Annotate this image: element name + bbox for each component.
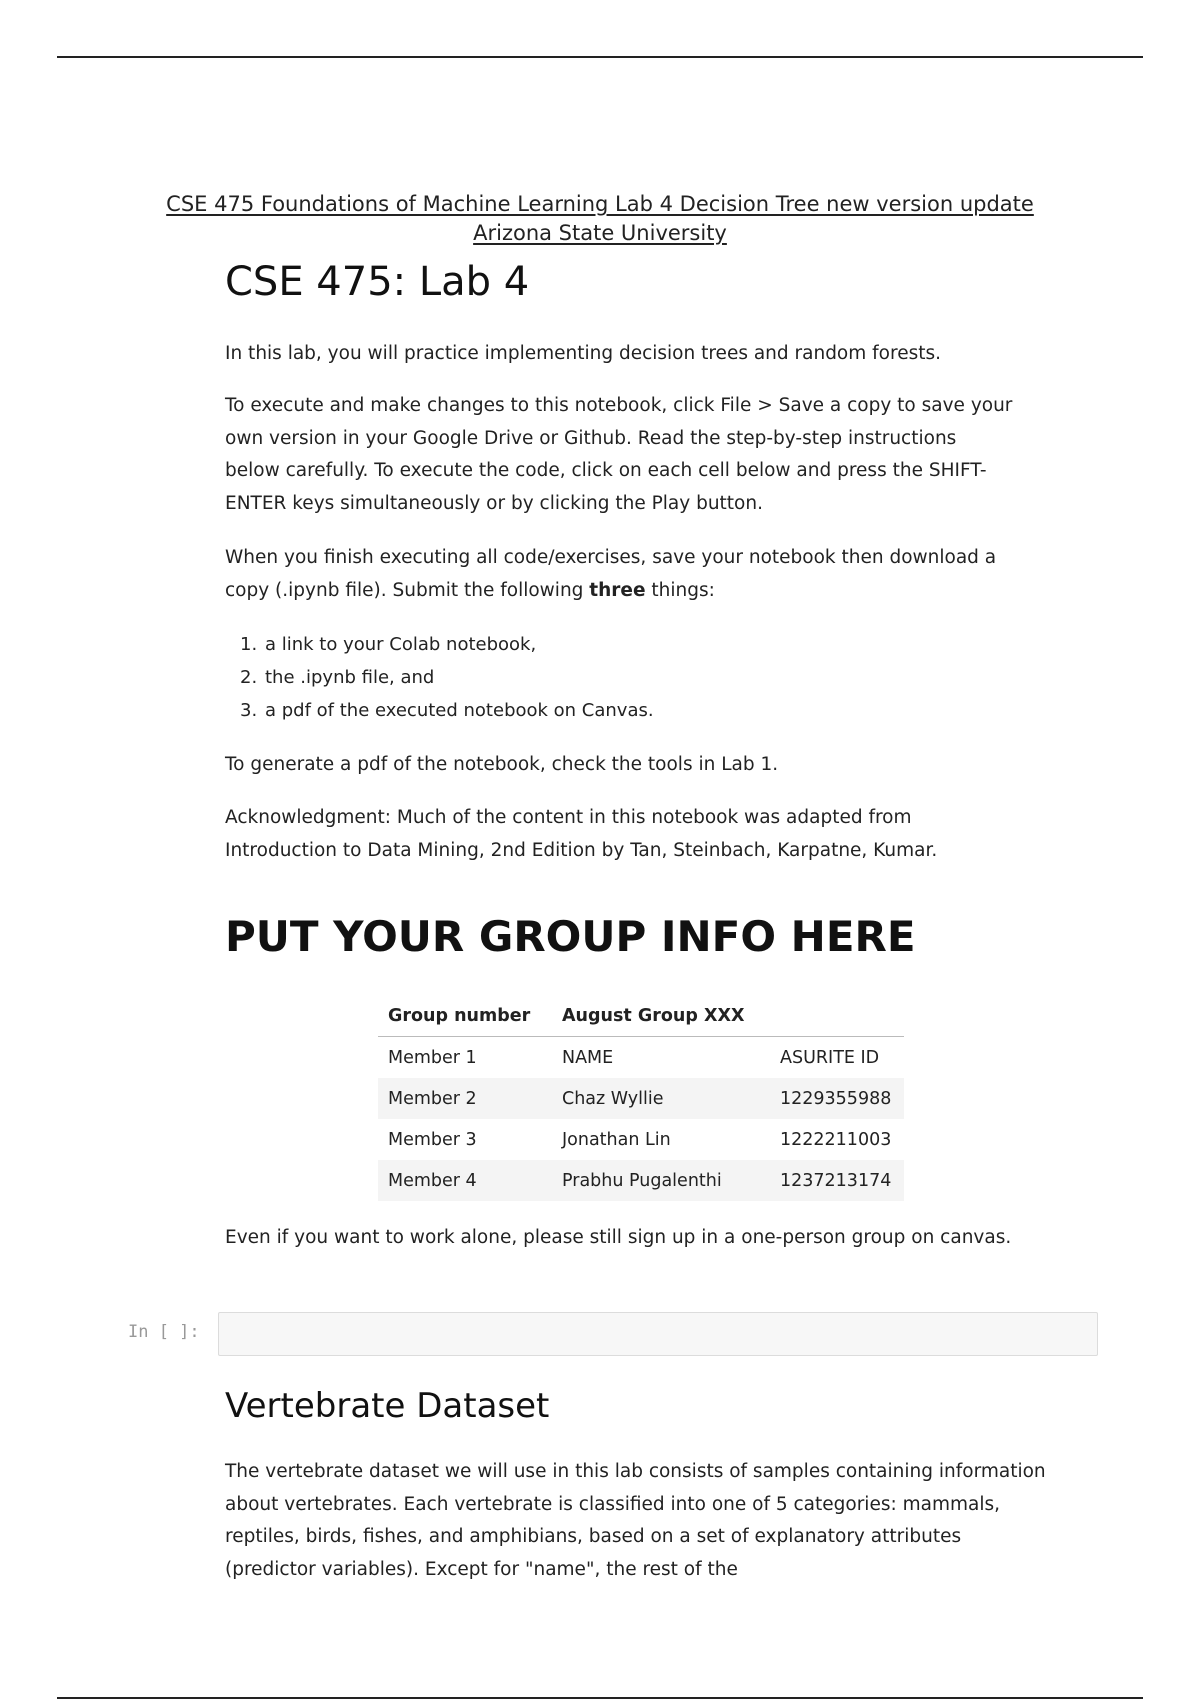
table-cell: NAME xyxy=(562,1047,614,1068)
table-header-row xyxy=(378,996,904,1037)
generate-pdf-note: To generate a pdf of the notebook, check the tools in Lab 1. xyxy=(225,754,779,775)
table-cell: 1229355988 xyxy=(770,1078,904,1119)
table-cell: Member 4 xyxy=(378,1160,552,1201)
table-row xyxy=(378,1037,904,1079)
table-row xyxy=(378,1160,904,1201)
table-row xyxy=(378,1078,904,1119)
table-cell: Member 2 xyxy=(378,1078,552,1119)
table-cell: ASURITE ID xyxy=(780,1047,880,1068)
list-item xyxy=(240,661,654,694)
list-item-number: 2. xyxy=(240,667,258,688)
table-header-cell xyxy=(770,996,904,1037)
table-header-cell: August Group XXX xyxy=(552,996,770,1037)
list-item-text: a link to your Colab notebook, xyxy=(265,634,537,655)
vertebrate-heading: Vertebrate Dataset xyxy=(225,1386,550,1426)
table-header-cell: Group number xyxy=(378,996,552,1037)
intro-paragraph: In this lab, you will practice implementing decision trees and random forests. xyxy=(225,343,941,364)
list-item-text: the .ipynb file, and xyxy=(265,667,435,688)
group-info-heading: PUT YOUR GROUP INFO HERE xyxy=(225,912,916,961)
group-table xyxy=(378,996,904,1201)
submission-count: three xyxy=(589,579,646,601)
lab-heading: CSE 475: Lab 4 xyxy=(225,259,530,305)
table-cell: Member 1 xyxy=(388,1047,477,1068)
table-cell: Jonathan Lin xyxy=(562,1129,671,1150)
document-title-line-1: CSE 475 Foundations of Machine Learning Lab 4 Decision Tree new version update xyxy=(166,192,1034,216)
solo-group-note: Even if you want to work alone, please still sign up in a one-person group on canvas. xyxy=(225,1227,1012,1248)
table-cell: Prabhu Pugalenthi xyxy=(552,1160,770,1201)
submission-text-start: When you finish executing all code/exercises, save your notebook then download a copy (.ipynb file). Submit the following xyxy=(225,547,997,601)
document-title xyxy=(60,190,1140,248)
submission-instructions xyxy=(225,542,1045,607)
list-item xyxy=(240,628,654,661)
execution-instructions: To execute and make changes to this notebook, click File > Save a copy to save your own version in your Google Drive or Github. Read the step-by-step instructions below carefully. To execute the code, click on each cell below and press the SHIFT-ENTER keys simultaneously or by clicking the Play button. xyxy=(225,395,1013,514)
document-title-line-2: Arizona State University xyxy=(473,221,727,245)
table-cell: 1237213174 xyxy=(770,1160,904,1201)
acknowledgment: Acknowledgment: Much of the content in this notebook was adapted from Introduction to Data Mining, 2nd Edition by Tan, Steinbach, Karpatne, Kumar. xyxy=(225,807,938,861)
table-cell: Chaz Wyllie xyxy=(552,1078,770,1119)
bottom-rule xyxy=(57,1697,1143,1699)
submission-text-end: things: xyxy=(645,579,715,601)
list-item-text: a pdf of the executed notebook on Canvas. xyxy=(265,700,654,721)
list-item-number: 3. xyxy=(240,700,258,721)
vertebrate-description: The vertebrate dataset we will use in this lab consists of samples containing information about vertebrates. Each vertebrate is classified into one of 5 categories: mammals, reptiles, birds, fishes, and amphibians, based on a set of explanatory attributes (predictor variables). Except for "name", the rest of the xyxy=(225,1461,1046,1580)
top-rule xyxy=(57,56,1143,58)
code-cell-input[interactable] xyxy=(218,1312,1098,1356)
table-cell: Member 3 xyxy=(388,1129,477,1150)
list-item xyxy=(240,694,654,727)
table-cell: 1222211003 xyxy=(780,1129,892,1150)
table-row xyxy=(378,1119,904,1160)
list-item-number: 1. xyxy=(240,634,258,655)
cell-prompt: In [ ]: xyxy=(128,1322,200,1342)
submission-list xyxy=(240,628,654,727)
